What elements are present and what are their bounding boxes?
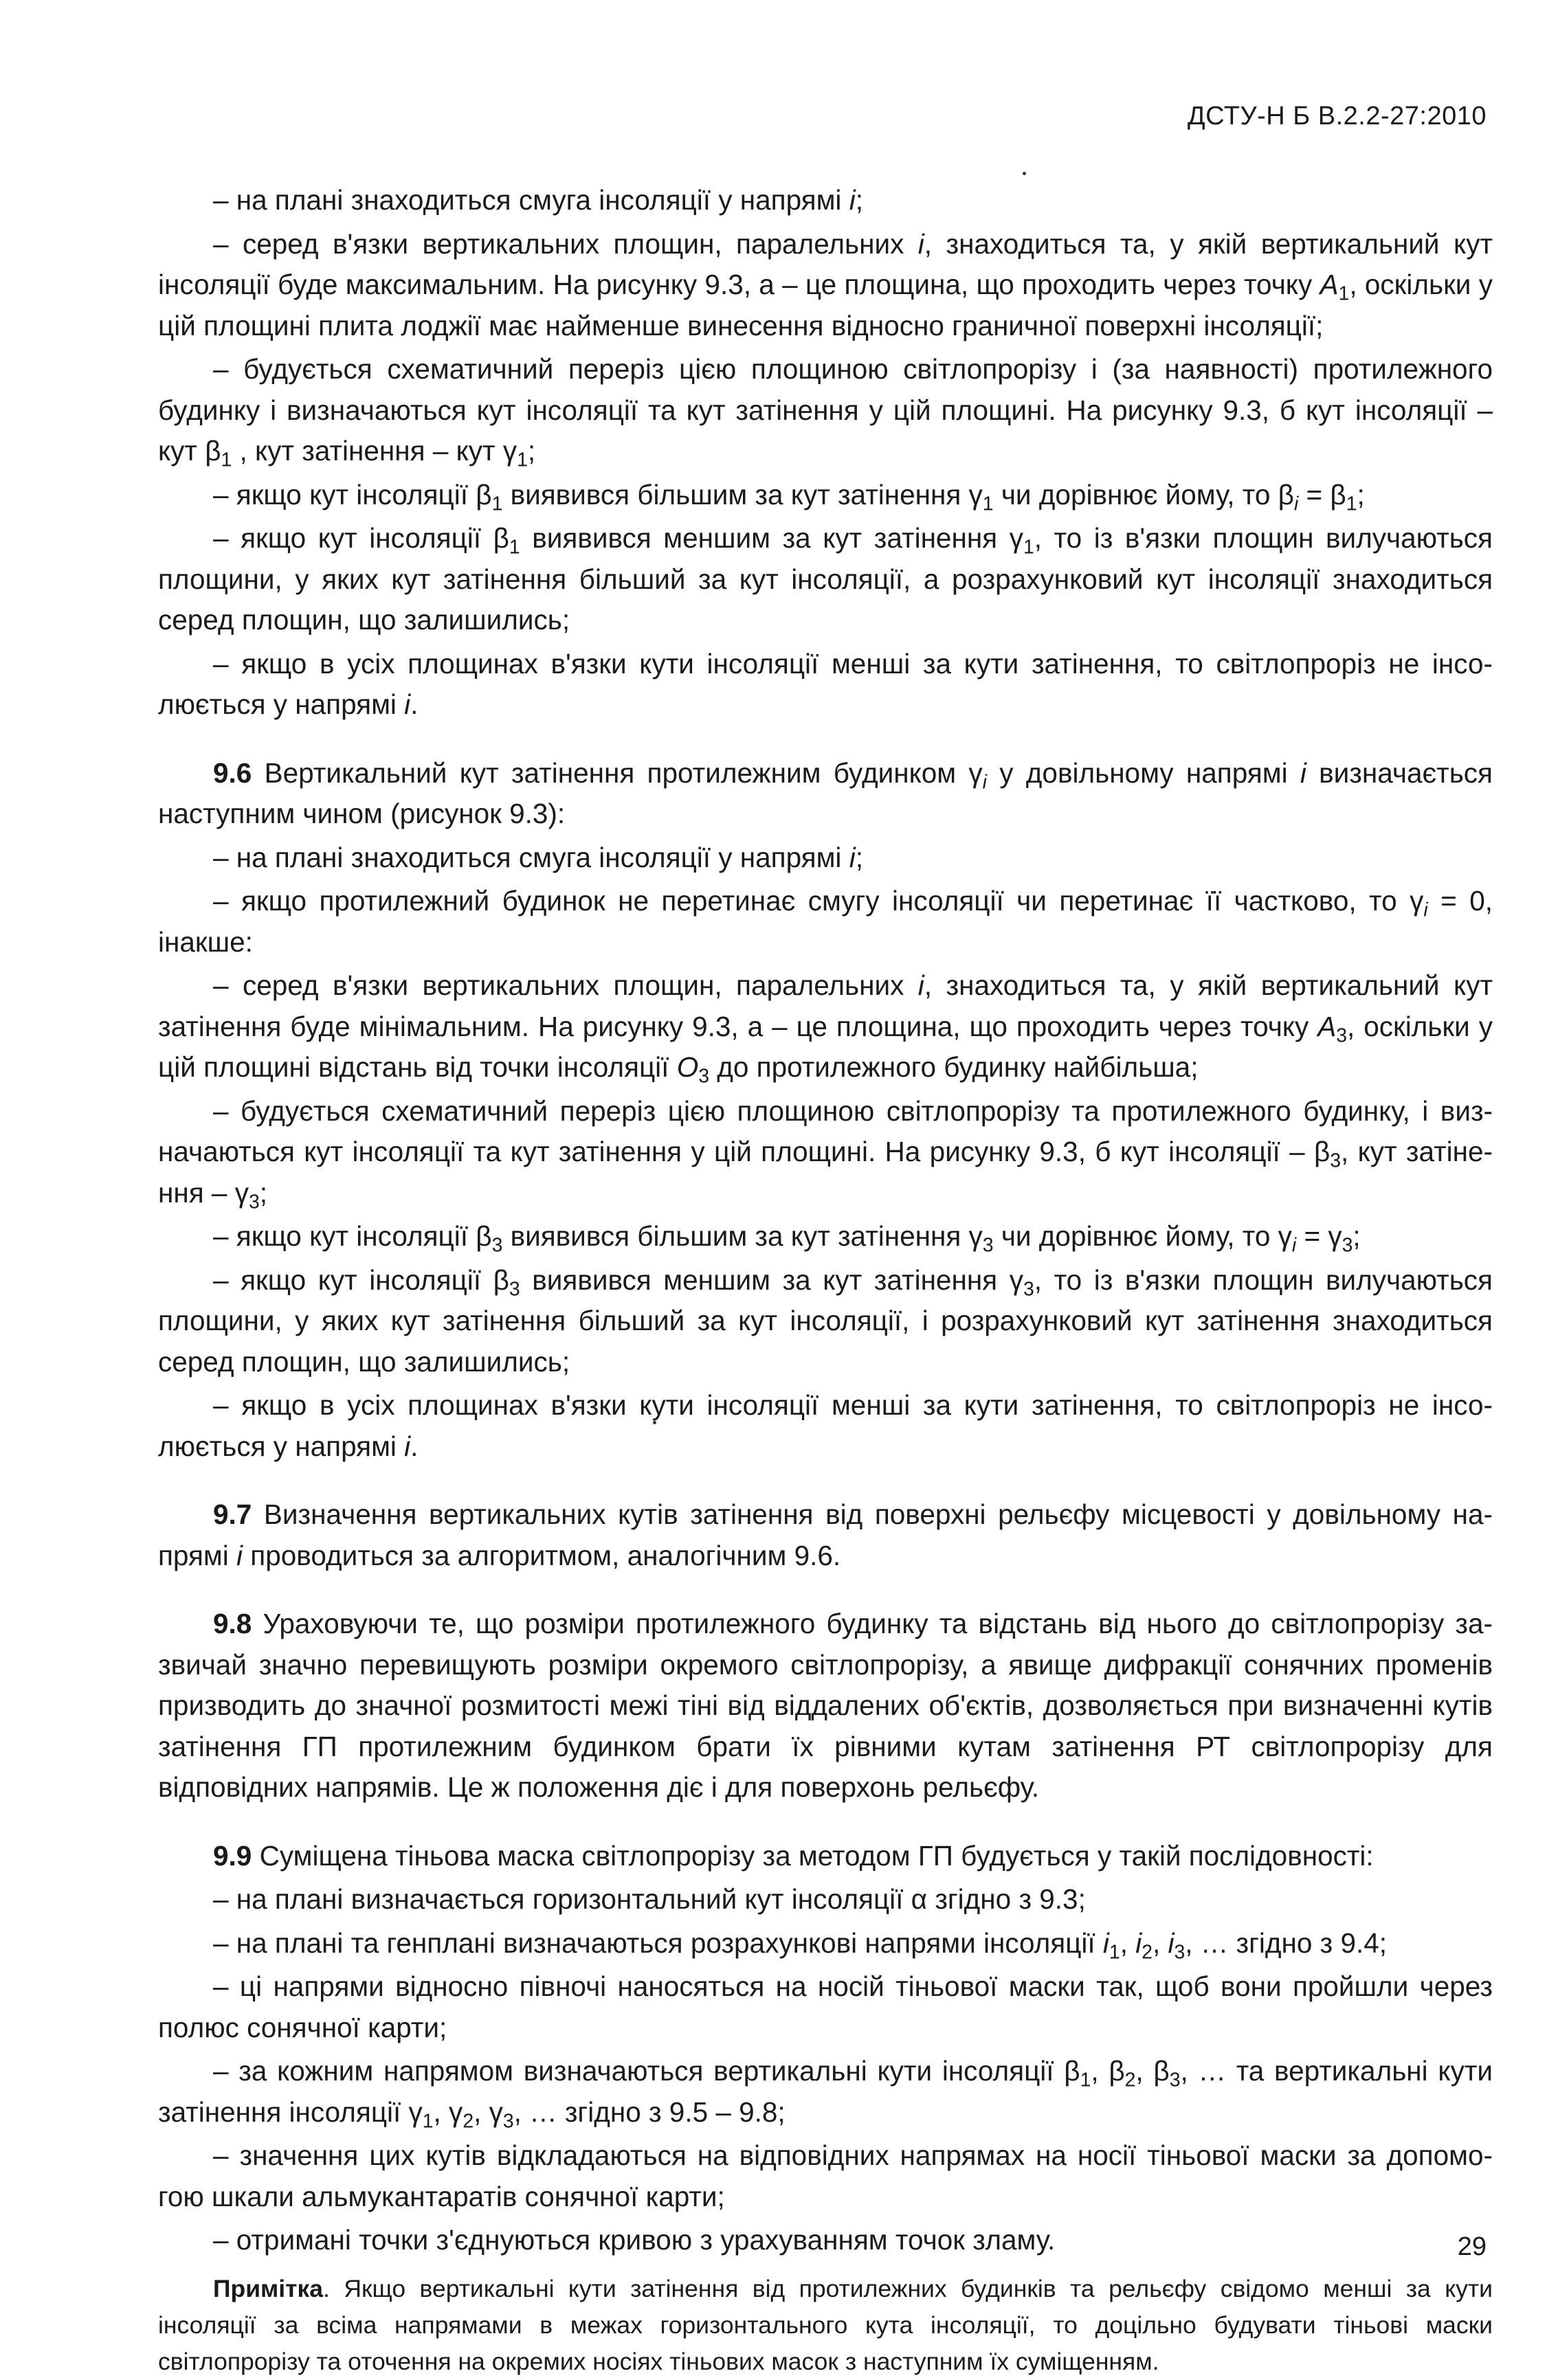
body-paragraph: – ці напрями відносно півночі наносяться на носій тіньової маски так, щоб вони пройшли через полюс сонячної карти;	[158, 1971, 1493, 2043]
body-paragraph: – якщо протилежний будинок не перетинає смугу інсоляції чи перетинає її частково, то $\gamma_і = 0$, інакше:	[158, 885, 1493, 958]
scan-speck	[653, 1421, 656, 1424]
body-paragraph: – на плані знаходиться смуга інсоляції у напрямі і;	[213, 184, 863, 216]
body-paragraph: – на плані знаходиться смуга інсоляції у напрямі і;	[213, 841, 863, 873]
body-paragraph: 9.8 Ураховуючи те, що розміри протилежного будинку та відстань від нього до світлопрорізу за-звичай значно перевищують розміри окремого світлопрорізу, а явище дифракції сонячних променів призводить до значної розмитості межі тіні від віддалених об'єктів, дозволяється при визначенні кутів затінення ГП протилежним будинком брати їх рівними кутам затінення РТ світлопрорізу для відповідних напрямів. Це ж положення діє і для поверхонь рельєфу.	[158, 1608, 1493, 1803]
body-paragraph: 9.9 Суміщена тіньова маска світлопрорізу за методом ГП будується у такій послідовності:	[213, 1839, 1374, 1872]
page-number: 29	[1457, 2232, 1487, 2261]
body-paragraph: – якщо кут інсоляції $\beta_1$ виявився більшим за кут затінення $\gamma_1$ чи дорівнює йому, то $\beta_і = \beta_1$;	[213, 478, 1365, 515]
body-paragraph: 9.7 Визначення вертикальних кутів затінення від поверхні рельєфу місцевості у довільному на-прямі і проводиться за алгоритмом, аналогічним 9.6.	[158, 1498, 1493, 1571]
body-paragraph: – на плані та генплані визначаються розрахункові напрями інсоляції $і_1$, $і_2$, $і_3$, … згідно з 9.4;	[213, 1927, 1387, 1963]
body-paragraph: – отримані точки з'єднуються кривою з урахуванням точок зламу.	[213, 2224, 1056, 2256]
document-body	[158, 180, 1493, 2380]
body-paragraph: – значення цих кутів відкладаються на відповідних напрямах на носії тіньової маски за допомо-гою шкали альмукантаратів сонячної карти;	[158, 2140, 1493, 2212]
body-paragraph: – якщо в усіх площинах в'язки кути інсоляції менші за кути затінення, то світлопроріз не інсо-люється у напрямі і.	[158, 1389, 1493, 1462]
body-paragraph: – будується схематичний переріз цією площиною світлопрорізу та протилежного будинку, і виз-начаються кут інсоляції та кут затінення у цій площині. На рисунку 9.3, б кут інсоляції – $\beta_3$, кут затіне-ння – $\gamma_3$;	[158, 1094, 1493, 1213]
scan-speck	[1023, 172, 1026, 175]
body-paragraph: – за кожним напрямом визначаються вертикальні кути інсоляції $\beta_1$, $\beta_2$, $\beta_3$, … та вертикальні кути затінення інсоляції $\gamma_1$, $\gamma_2$, $\gamma_3$, … згідно з 9.5 – 9.8;	[158, 2055, 1493, 2132]
body-paragraph: – якщо кут інсоляції $\beta_1$ виявився меншим за кут затінення $\gamma_1$, то із в'язки площин вилучаються площини, у яких кут затінення більший за кут інсоляції, а розрахунковий кут інсоляції знаходиться серед площин, що залишились;	[158, 522, 1493, 636]
body-paragraph: – серед в'язки вертикальних площин, паралельних і, знаходиться та, у якій вертикальний кут інсоляції буде максимальним. На рисунку 9.3, а – це площина, що проходить через точку $А_1$, оскільки у цій площині плита лоджії має найменше винесення відносно граничної поверхні інсоляції;	[158, 227, 1493, 341]
body-paragraph: – якщо в усіх площинах в'язки кути інсоляції менші за кути затінення, то світлопроріз не інсо-люється у напрямі і.	[158, 647, 1493, 720]
body-paragraph: – серед в'язки вертикальних площин, паралельних і, знаходиться та, у якій вертикальний кут затінення буде мінімальним. На рисунку 9.3, а – це площина, що проходить через точку $А_3$, оскільки у цій площині відстань від точки інсоляції $О_3$ до протилежного будинку найбільша;	[158, 969, 1493, 1088]
body-paragraph: 9.6 Вертикальний кут затінення протилежним будинком $\gamma_і$ у довільному напрямі і визначається наступним чином (рисунок 9.3):	[158, 756, 1493, 829]
body-paragraph: – на плані визначається горизонтальний кут інсоляції α згідно з 9.3;	[213, 1883, 1086, 1915]
body-paragraph: – будується схематичний переріз цією площиною світлопрорізу і (за наявності) протилежного будинку і визначаються кут інсоляції та кут затінення у цій площині. На рисунку 9.3, б кут інсоляції – кут $\beta_1$ , кут затінення – кут $\gamma_1$;	[158, 353, 1493, 471]
body-paragraph: – якщо кут інсоляції $\beta_3$ виявився більшим за кут затінення $\gamma_3$ чи дорівнює йому, то $\gamma_і = \gamma_3$;	[213, 1220, 1361, 1257]
body-paragraph: – якщо кут інсоляції $\beta_3$ виявився меншим за кут затінення $\gamma_3$, то із в'язки площин вилучаються площини, у яких кут затінення більший за кут інсоляції, і розрахунковий кут затінення знаходиться серед площин, що залишились;	[158, 1264, 1493, 1378]
note-paragraph: Примітка. Якщо вертикальні кути затінення від протилежних будинків та рельєфу свідомо менші за кути інсоляції за всіма напрямами в межах горизонтального кута інсоляції, то доцільно будувати тіньові маски світлопрорізу та оточення на окремих носіях тіньових масок з наступним їх суміщенням.	[158, 2274, 1493, 2375]
standard-code-header: ДСТУ-Н Б В.2.2-27:2010	[1187, 102, 1487, 131]
